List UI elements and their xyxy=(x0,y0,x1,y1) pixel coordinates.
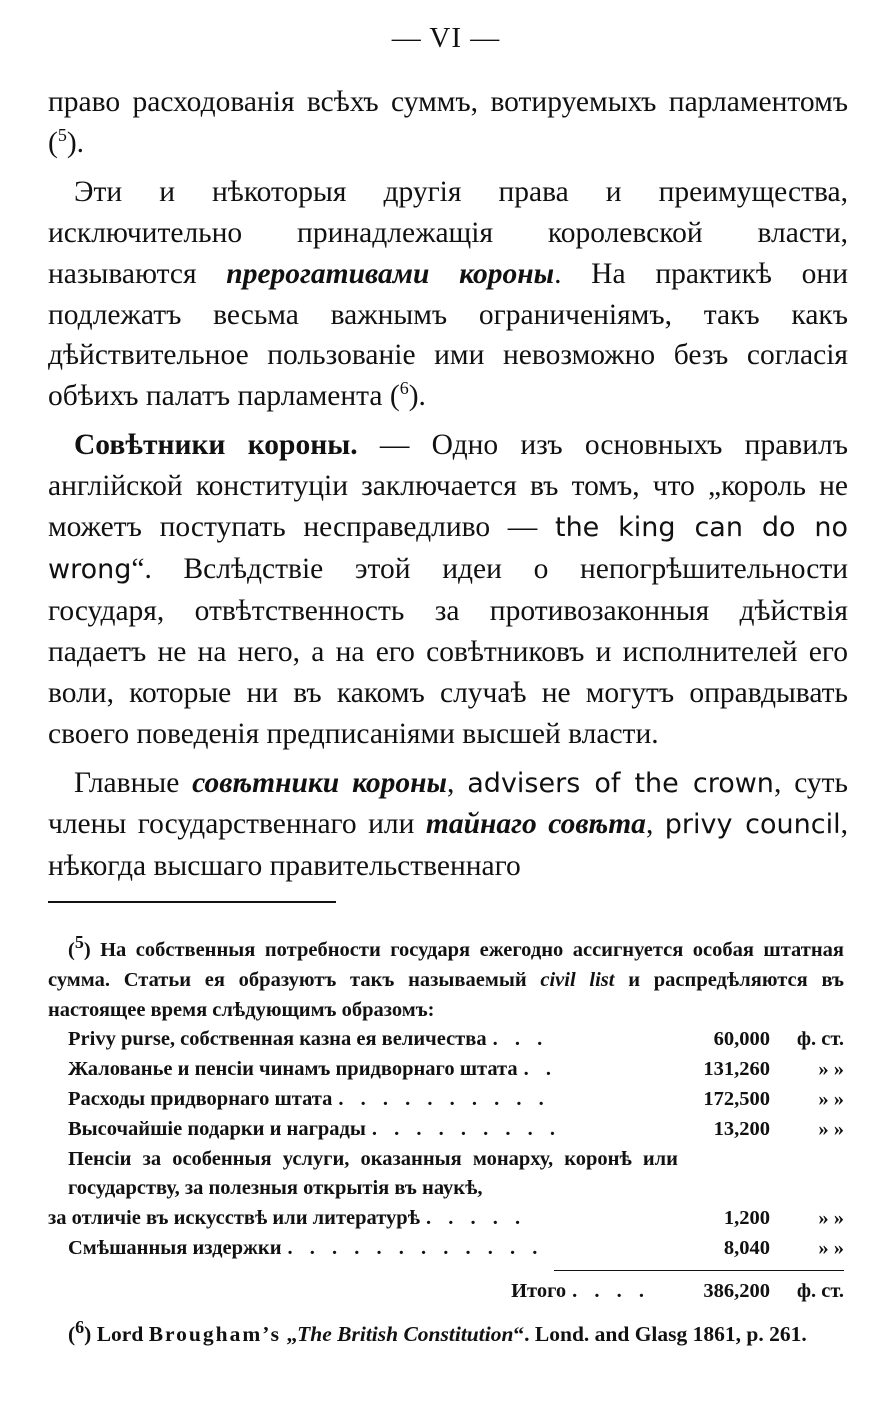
table-row: Высочайшіе подарки и награды . . . . . . . . . 13,200 » » xyxy=(68,1117,844,1140)
table-row: Смѣшанныя издержки . . . . . . . . . . . . 8,040 » » xyxy=(68,1236,844,1259)
term-privy-council: тайнаго совѣта xyxy=(425,808,646,841)
footnote-6: ($^6$) Lord Brougham’s „The British Constitution“. Lond. and Glasg 1861, p. 261. xyxy=(68,1316,807,1346)
footnote-divider xyxy=(48,901,336,903)
total-row: Итого . . . . 386,200 ф. ст. xyxy=(511,1279,844,1302)
total-divider xyxy=(554,1270,844,1271)
author-name: Brougham’s xyxy=(148,1321,281,1346)
footnotes xyxy=(48,932,844,1371)
table-row-multiline: Пенсіи за особенныя услуги, оказанныя монарху, коронѣ или государству, за полезныя открытія въ наукѣ, xyxy=(68,1147,678,1200)
book-title: The British Constitution xyxy=(297,1321,514,1346)
footnote-5: (5) На собственныя потребности государя ежегодно ассигнуется особая штатная сумма. Статьи ея образуютъ такъ называемый civil list и распредѣляются въ настоящее время слѣдующимъ образомъ: xyxy=(48,932,844,1021)
table-row: Расходы придворнаго штата . . . . . . . . . . 172,500 » » xyxy=(68,1087,844,1110)
latin-phrase: the king can do no wrong xyxy=(48,512,848,585)
civil-list-table xyxy=(48,1025,844,1306)
latin-advisers: advisers of the crown xyxy=(467,767,774,799)
footnote-6-marker: 6 xyxy=(75,1316,85,1337)
latin-privy-council: privy council xyxy=(664,809,841,841)
paragraph-2: Эти и нѣкоторыя другія права и преимущества, исключительно принадлежащія королевской власти, называются прерогативами короны. На практикѣ они подлежатъ весьма важнымъ ограниченіямъ, такъ какъ дѣйствительное пользованіе ими невозможно безъ согласія обѣихъ палатъ парламента ($^6$). xyxy=(48,175,848,413)
table-row: за отличіе въ искусствѣ или литературѣ . . . . . 1,200 » » xyxy=(48,1207,844,1230)
table-row: Жалованье и пенсіи чинамъ придворнаго штата . . 131,260 » » xyxy=(68,1058,844,1081)
term-civil-list: civil list xyxy=(540,968,615,991)
main-text xyxy=(48,82,848,887)
paragraph-4: Главные совѣтники короны, advisers of the crown, суть члены государственнаго или тайнаго совѣта, privy council, нѣкогда высшаго правительственнаго xyxy=(48,766,848,883)
term-prerogatives: прерогативами короны xyxy=(226,257,555,290)
page-number: — VI — xyxy=(391,22,501,54)
section-heading: Совѣтники короны. xyxy=(74,429,358,462)
term-advisers: совѣтники короны xyxy=(192,766,448,799)
paragraph-1: право расходованія всѣхъ суммъ, вотируемыхъ парламентомъ ($^5$). xyxy=(48,86,848,159)
footnote-5-marker: 5 xyxy=(74,932,84,953)
table-row: Privy purse, собственная казна ея величества . . . 60,000 ф. ст. xyxy=(68,1028,844,1051)
footnote-ref-6: 6 xyxy=(399,378,409,399)
paragraph-3: Совѣтники короны. — Одно изъ основныхъ правилъ англійской конституціи заключается въ томъ, что „король не можетъ поступать несправедливо — the king can do no wrong“. Вслѣдствіе этой идеи о непогрѣшительности государя, отвѣтственность за противозаконныя дѣйствія падаетъ не на него, а на его совѣтниковъ и исполнителей его воли, которые ни въ какомъ случаѣ не могутъ оправдывать своего поведенія предписаніями высшей власти. xyxy=(48,429,848,750)
footnote-ref-5: 5 xyxy=(57,125,67,146)
